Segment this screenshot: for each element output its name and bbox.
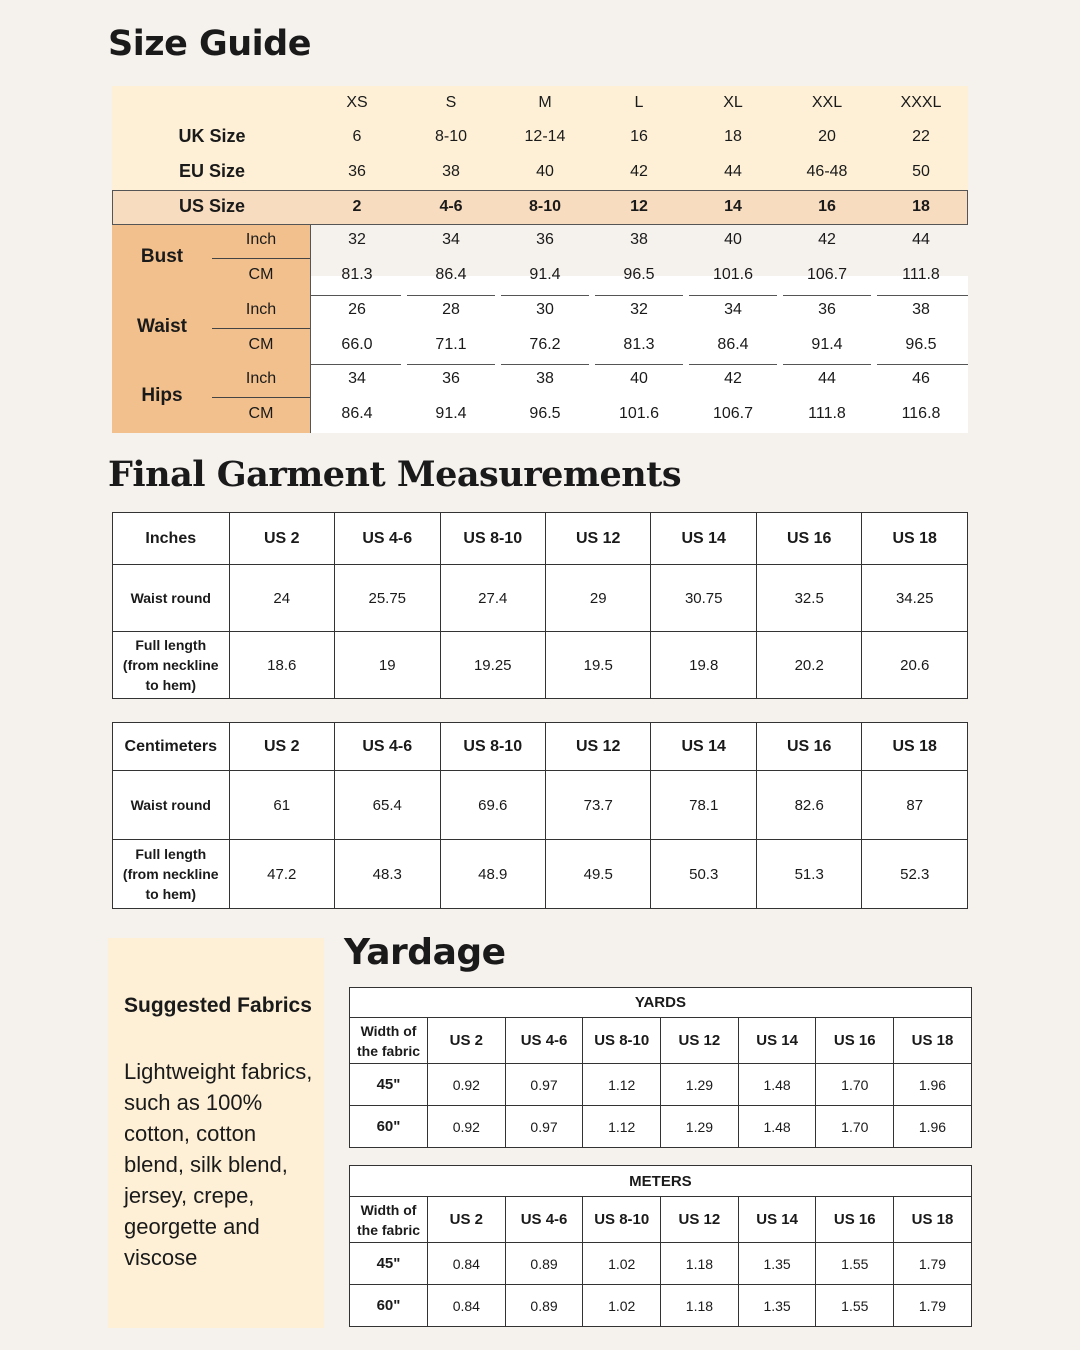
yardage-title: Yardage xyxy=(344,932,506,973)
value-cell: 78.1 xyxy=(651,771,756,840)
measure-value: 81.3 xyxy=(341,266,373,283)
unit-cm: CM xyxy=(248,335,274,353)
value-cell: 0.92 xyxy=(428,1064,506,1106)
size-cell: 18 xyxy=(724,128,742,145)
measure-hips: Hips xyxy=(141,385,183,406)
measure-value: 32 xyxy=(630,300,648,318)
value-cell: 25.75 xyxy=(335,565,440,632)
row-divider xyxy=(310,295,968,296)
table-row xyxy=(113,840,968,909)
size-cell: 16 xyxy=(818,198,836,215)
measure-value: 111.8 xyxy=(808,405,846,422)
measure-value: 34 xyxy=(724,300,742,318)
value-cell: 87 xyxy=(862,771,968,840)
size-header: US 14 xyxy=(651,513,756,565)
measure-value: 86.4 xyxy=(435,266,467,283)
value-cell: 19.25 xyxy=(440,632,545,699)
size-guide-table xyxy=(112,86,968,433)
size-header: US 16 xyxy=(816,1018,894,1064)
size-cell: 6 xyxy=(352,128,362,145)
value-cell: 1.12 xyxy=(583,1106,661,1148)
table-row xyxy=(350,1064,972,1106)
value-cell: 73.7 xyxy=(545,771,650,840)
value-cell: 47.2 xyxy=(229,840,334,909)
fabric-width: 45" xyxy=(350,1064,428,1106)
value-cell: 1.79 xyxy=(894,1285,972,1327)
measure-value: 101.6 xyxy=(618,405,660,422)
caption-row xyxy=(350,988,972,1018)
measure-value: 96.5 xyxy=(905,335,937,353)
measure-value: 38 xyxy=(536,370,554,387)
value-cell: 1.96 xyxy=(894,1106,972,1148)
size-header: US 18 xyxy=(894,1197,972,1243)
caption-row xyxy=(350,1166,972,1197)
measure-waist: Waist xyxy=(137,315,187,337)
size-cell: 12 xyxy=(630,198,648,215)
value-cell: 65.4 xyxy=(335,771,440,840)
size-header: US 12 xyxy=(545,723,650,771)
measure-value: 30 xyxy=(536,300,554,318)
value-cell: 0.84 xyxy=(428,1285,506,1327)
row-label: Full length (from neckline to hem) xyxy=(113,632,230,699)
measure-value: 40 xyxy=(630,370,648,387)
value-cell: 20.2 xyxy=(756,632,861,699)
size-cell: 18 xyxy=(912,198,930,215)
unit-divider xyxy=(212,397,310,398)
value-cell: 1.96 xyxy=(894,1064,972,1106)
value-cell: 29 xyxy=(545,565,650,632)
size-header: US 4-6 xyxy=(505,1197,583,1243)
size-cell: 14 xyxy=(724,198,742,215)
value-cell: 1.70 xyxy=(816,1064,894,1106)
width-label: Width of the fabric xyxy=(350,1018,428,1064)
divider-gap xyxy=(589,364,595,366)
size-header: US 18 xyxy=(894,1018,972,1064)
measure-value: 86.4 xyxy=(341,405,373,422)
row-label: Waist round xyxy=(113,565,230,632)
value-cell: 48.3 xyxy=(335,840,440,909)
size-cell: XXXL xyxy=(900,94,942,111)
size-header: US 16 xyxy=(816,1197,894,1243)
measure-value: 34 xyxy=(348,370,366,387)
size-cell: 38 xyxy=(442,163,460,180)
size-header: US 8-10 xyxy=(583,1018,661,1064)
size-header: US 14 xyxy=(738,1018,816,1064)
unit-divider xyxy=(212,258,310,259)
measure-value: 44 xyxy=(912,231,930,248)
value-cell: 0.97 xyxy=(505,1106,583,1148)
size-cell: 16 xyxy=(630,128,648,145)
fabric-width: 45" xyxy=(350,1243,428,1285)
size-header: US 14 xyxy=(651,723,756,771)
size-header: US 18 xyxy=(862,723,968,771)
unit-caption: YARDS xyxy=(350,988,972,1018)
measure-value: 76.2 xyxy=(529,335,561,353)
value-cell: 19 xyxy=(335,632,440,699)
size-header: US 8-10 xyxy=(583,1197,661,1243)
size-header: US 4-6 xyxy=(505,1018,583,1064)
size-cell: L xyxy=(634,94,644,111)
size-header: US 14 xyxy=(738,1197,816,1243)
unit-inch: Inch xyxy=(245,370,277,387)
value-cell: 1.18 xyxy=(661,1243,739,1285)
value-cell: 1.12 xyxy=(583,1064,661,1106)
value-cell: 1.35 xyxy=(738,1285,816,1327)
size-header: US 8-10 xyxy=(440,723,545,771)
value-cell: 1.29 xyxy=(661,1064,739,1106)
value-cell: 1.48 xyxy=(738,1106,816,1148)
value-cell: 20.6 xyxy=(862,632,968,699)
measure-value: 44 xyxy=(818,370,836,387)
unit-divider xyxy=(212,328,310,329)
value-cell: 27.4 xyxy=(440,565,545,632)
size-header: US 16 xyxy=(756,513,861,565)
size-header: US 18 xyxy=(862,513,968,565)
table-row xyxy=(113,771,968,840)
size-cell: S xyxy=(445,94,457,111)
header-row xyxy=(350,1197,972,1243)
value-cell: 1.55 xyxy=(816,1285,894,1327)
value-cell: 19.5 xyxy=(545,632,650,699)
measure-value: 46 xyxy=(912,370,930,387)
suggested-fabrics-title: Suggested Fabrics xyxy=(124,994,312,1017)
header-row xyxy=(350,1018,972,1064)
value-cell: 1.29 xyxy=(661,1106,739,1148)
measure-value: 101.6 xyxy=(712,266,754,283)
measure-value: 71.1 xyxy=(435,335,467,353)
table-row xyxy=(113,632,968,699)
value-cell: 1.35 xyxy=(738,1243,816,1285)
size-header: US 8-10 xyxy=(440,513,545,565)
measure-value: 106.7 xyxy=(806,266,848,283)
value-cell: 69.6 xyxy=(440,771,545,840)
value-cell: 1.79 xyxy=(894,1243,972,1285)
table-row xyxy=(350,1285,972,1327)
divider-gap xyxy=(683,364,689,366)
size-header: US 4-6 xyxy=(335,513,440,565)
eu-label: EU Size xyxy=(178,161,246,181)
measure-value: 42 xyxy=(724,370,742,387)
garment-measurements-title: Final Garment Measurements xyxy=(108,454,682,495)
value-cell: 49.5 xyxy=(545,840,650,909)
unit-inch: Inch xyxy=(245,300,277,318)
value-cell: 51.3 xyxy=(756,840,861,909)
unit-caption: Inches xyxy=(113,513,230,565)
measure-value: 38 xyxy=(630,231,648,248)
divider-gap xyxy=(589,294,595,296)
divider-gap xyxy=(777,364,783,366)
measure-value: 96.5 xyxy=(529,405,561,422)
value-cell: 0.89 xyxy=(505,1285,583,1327)
fabric-width: 60" xyxy=(350,1285,428,1327)
measure-value: 86.4 xyxy=(717,335,749,353)
size-cell: 2 xyxy=(352,198,362,215)
suggested-fabrics-panel xyxy=(108,938,324,1328)
divider-gap xyxy=(871,294,877,296)
value-cell: 1.02 xyxy=(583,1243,661,1285)
measure-value: 42 xyxy=(818,231,836,248)
garment-inches-table xyxy=(112,512,968,699)
suggested-fabrics-text: Lightweight fabrics, such as 100% cotton, cotton blend, silk blend, jersey, crepe, georgette and viscose xyxy=(124,1059,313,1270)
size-cell: 4-6 xyxy=(439,198,463,215)
measure-value: 91.4 xyxy=(435,405,467,422)
size-cell: 40 xyxy=(536,163,554,180)
measure-value: 34 xyxy=(442,231,460,248)
table-row xyxy=(113,565,968,632)
value-cell: 18.6 xyxy=(229,632,334,699)
value-cell: 19.8 xyxy=(651,632,756,699)
measure-value: 36 xyxy=(536,231,554,248)
size-cell: 22 xyxy=(912,128,930,145)
value-cell: 32.5 xyxy=(756,565,861,632)
value-cell: 0.92 xyxy=(428,1106,506,1148)
value-cell: 48.9 xyxy=(440,840,545,909)
measure-value: 40 xyxy=(724,231,742,248)
yardage-meters-table xyxy=(349,1165,972,1327)
value-cell: 1.70 xyxy=(816,1106,894,1148)
size-cell: 36 xyxy=(348,163,366,180)
size-cell: XXL xyxy=(811,94,843,111)
size-cell: XS xyxy=(346,94,368,111)
table-row xyxy=(350,1243,972,1285)
unit-inch: Inch xyxy=(245,231,277,248)
value-cell: 1.55 xyxy=(816,1243,894,1285)
size-cell: 12-14 xyxy=(524,128,566,145)
divider-gap xyxy=(777,294,783,296)
column-divider xyxy=(310,225,311,433)
measure-value: 36 xyxy=(442,370,460,387)
measure-value: 28 xyxy=(442,300,460,318)
size-header: US 12 xyxy=(545,513,650,565)
fabric-width: 60" xyxy=(350,1106,428,1148)
uk-label: UK Size xyxy=(178,126,246,146)
header-row xyxy=(113,513,968,565)
divider-gap xyxy=(495,294,501,296)
size-header: US 2 xyxy=(229,513,334,565)
value-cell: 52.3 xyxy=(862,840,968,909)
size-header: US 12 xyxy=(661,1197,739,1243)
value-cell: 50.3 xyxy=(651,840,756,909)
size-guide-title: Size Guide xyxy=(108,24,311,64)
divider-gap xyxy=(683,294,689,296)
measure-value: 81.3 xyxy=(623,335,655,353)
measure-value: 32 xyxy=(348,231,366,248)
value-cell: 61 xyxy=(229,771,334,840)
value-cell: 0.97 xyxy=(505,1064,583,1106)
divider-gap xyxy=(401,294,407,296)
size-header: US 2 xyxy=(428,1197,506,1243)
size-cell: 44 xyxy=(724,163,742,180)
size-cell: 8-10 xyxy=(528,198,562,215)
measure-value: 116.8 xyxy=(901,405,941,422)
measure-value: 26 xyxy=(348,300,366,318)
size-cell: 50 xyxy=(912,163,930,180)
value-cell: 30.75 xyxy=(651,565,756,632)
unit-caption: METERS xyxy=(350,1166,972,1197)
size-cell: M xyxy=(538,94,552,111)
size-cell: XL xyxy=(723,94,743,111)
size-cell: 20 xyxy=(818,128,836,145)
size-cell: 8-10 xyxy=(434,128,468,145)
value-cell: 0.89 xyxy=(505,1243,583,1285)
divider-gap xyxy=(401,364,407,366)
size-cell: 42 xyxy=(630,163,648,180)
measure-value: 106.7 xyxy=(712,405,754,422)
value-cell: 24 xyxy=(229,565,334,632)
unit-cm: CM xyxy=(248,266,274,283)
garment-centimeters-table xyxy=(112,722,968,909)
divider-gap xyxy=(871,364,877,366)
measure-value: 91.4 xyxy=(811,335,843,353)
size-header: US 12 xyxy=(661,1018,739,1064)
row-divider xyxy=(310,364,968,365)
measure-value: 38 xyxy=(912,300,930,318)
measure-value: 111.8 xyxy=(902,266,940,283)
value-cell: 82.6 xyxy=(756,771,861,840)
us-label: US Size xyxy=(178,196,246,216)
table-row xyxy=(350,1106,972,1148)
size-header: US 2 xyxy=(428,1018,506,1064)
measure-bust: Bust xyxy=(140,246,184,267)
measure-value: 66.0 xyxy=(341,335,373,353)
row-label: Waist round xyxy=(113,771,230,840)
width-label: Width of the fabric xyxy=(350,1197,428,1243)
size-cell: 46-48 xyxy=(806,163,848,180)
header-row xyxy=(113,723,968,771)
row-label: Full length (from neckline to hem) xyxy=(113,840,230,909)
value-cell: 1.18 xyxy=(661,1285,739,1327)
unit-caption: Centimeters xyxy=(113,723,230,771)
measure-value: 91.4 xyxy=(529,266,561,283)
measure-value: 36 xyxy=(818,300,836,318)
unit-cm: CM xyxy=(248,405,274,422)
value-cell: 1.48 xyxy=(738,1064,816,1106)
size-header: US 4-6 xyxy=(335,723,440,771)
measure-value: 96.5 xyxy=(623,266,655,283)
size-header: US 16 xyxy=(756,723,861,771)
divider-gap xyxy=(495,364,501,366)
size-header: US 2 xyxy=(229,723,334,771)
value-cell: 0.84 xyxy=(428,1243,506,1285)
value-cell: 34.25 xyxy=(862,565,968,632)
yardage-yards-table xyxy=(349,987,972,1148)
value-cell: 1.02 xyxy=(583,1285,661,1327)
